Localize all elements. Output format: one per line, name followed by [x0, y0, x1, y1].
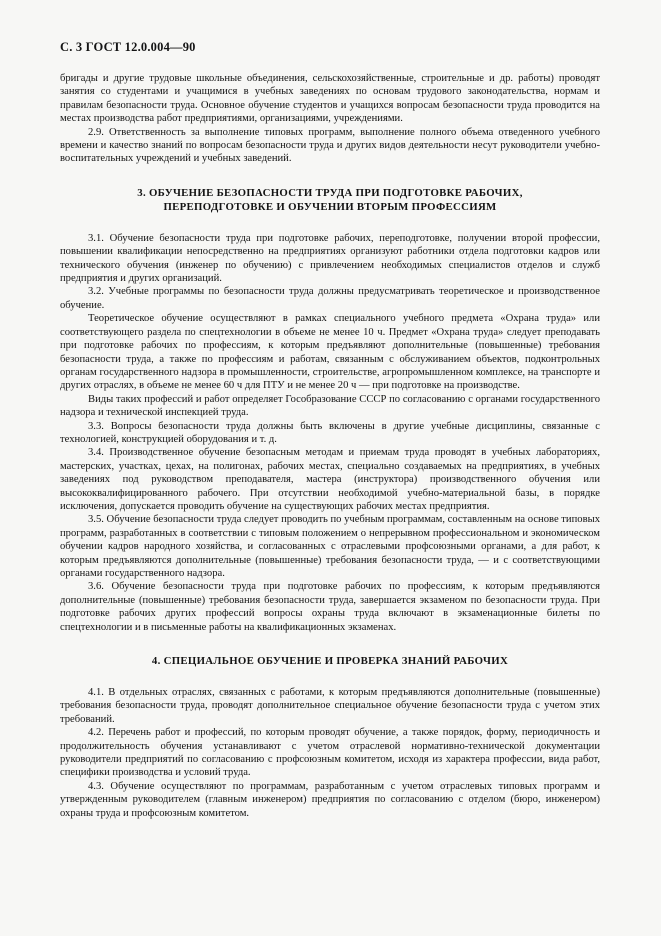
paragraph-3-6: 3.6. Обучение безопасности труда при подготовке рабочих по профессиям, к которым предъявляются дополнительные (повышенные) требования безопасности труда, завершается экзаменом по безопасности труда. При подготовке рабочих других профессий вопросы охраны труда включают в экзаменационные билеты по спецтехнологии и в письменные работы на квалификационных экзаменах. — [60, 581, 600, 633]
paragraph-3-3: 3.3. Вопросы безопасности труда должны быть включены в другие учебные дисциплины, связанные с технологией, конструкцией оборудования и т. д. — [60, 420, 600, 445]
standard-code: 12.0.004—90 — [124, 40, 196, 54]
paragraph: Виды таких профессий и работ определяет Гособразование СССР по согласованию с органами государственного надзора и технической инспекцией труда. — [60, 393, 600, 419]
section-3-heading: 3. ОБУЧЕНИЕ БЕЗОПАСНОСТИ ТРУДА ПРИ ПОДГОТОВКЕ РАБОЧИХ, ПЕРЕПОДГОТОВКЕ И ОБУЧЕНИИ ВТОРЫМ ПРОФЕССИЯМ — [137, 186, 523, 213]
paragraph-3-1: 3.1. Обучение безопасности труда при подготовке рабочих, переподготовке, получении второй профессии, повышении квалификации непосредственно на предприятиях организуют работники отдела подготовки кадров или технического обучения (инженер по обучению) с привлечением необходимых специалистов отделов и служб предприятия и других организаций. — [60, 232, 600, 285]
paragraph-4-2: 4.2. Перечень работ и профессий, по которым проводят обучение, а также порядок, форму, периодичность и продолжительность обучения устанавливают с учетом отраслевой нормативно-технической документации руководители предприятий по согласованию с профсоюзным комитетом, исходя из характера профессии, вида работ, специфики производства и условий труда. — [60, 727, 600, 779]
section-4-heading: 4. СПЕЦИАЛЬНОЕ ОБУЧЕНИЕ И ПРОВЕРКА ЗНАНИЙ РАБОЧИХ — [151, 655, 509, 668]
paragraph-3-5: 3.5. Обучение безопасности труда следует проводить по учебным программам, составленным на основе типовых программ, разработанных в соответствии с типовым положением о непрерывном профессиональном и экономическом обучении кадров народного хозяйства, и согласованных с отраслевыми профсоюзными органами, а для работ, к которым предъявляются дополнительные (повышенные) требования безопасности труда, — и с соответствующими органами государственного надзора. — [60, 514, 600, 579]
page-header — [60, 40, 196, 55]
page-number: С. 3 ГОСТ — [60, 40, 122, 54]
paragraph-2-9: 2.9. Ответственность за выполнение типовых программ, выполнение полного объема отведенного учебного времени и качество знаний по вопросам безопасности труда и других видов деятельности несут руководители учебно-воспитательных учреждений и учебных заведений. — [60, 126, 600, 165]
page-body — [60, 72, 600, 820]
paragraph: бригады и другие трудовые школьные объединения, сельскохозяйственные, строительные и др. работы) проводят занятия со студентами и учащимися в учебных заведениях по основам трудового законодательства, нормам и правилам безопасности труда. Основное обучение студентов и учащихся вопросам безопасности труда проводится на местах производства работ предприятиями, организациями, учреждениями. — [60, 73, 600, 125]
paragraph: Теоретическое обучение осуществляют в рамках специального учебного предмета «Охрана труда» или соответствующего раздела по спецтехнологии в объеме не менее 10 ч. Предмет «Охрана труда» следует преподавать при подготовке рабочих по профессиям, к которым предъявляют дополнительные (повышенные) требования безопасности труда, а также по профессиям и работам, связанным с обслуживанием объектов, подконтрольных органам государственного надзора в промышленности, строительстве, агропромышленном комплексе, на транспорте и других отраслях, в объеме не менее 60 ч для ПТУ и не менее 20 ч — при подготовке на производстве. — [60, 313, 600, 392]
paragraph-3-2: 3.2. Учебные программы по безопасности труда должны предусматривать теоретическое и производственное обучение. — [60, 286, 600, 311]
paragraph-3-4: 3.4. Производственное обучение безопасным методам и приемам труда проводят в учебных лабораториях, мастерских, участках, цехах, на полигонах, рабочих местах, специально создаваемых на предприятиях, в учебных заведениях под руководством преподавателя, мастера (инструктора) производственного обучения или высококвалифицированного рабочего. При отсутствии необходимой учебно-материальной базы, в порядке исключения, допускается проводить обучение на существующих рабочих местах предприятия. — [60, 447, 600, 512]
paragraph-4-1: 4.1. В отдельных отраслях, связанных с работами, к которым предъявляются дополнительные (повышенные) требования безопасности труда, проводят дополнительное специальное обучение безопасности труда с учетом этих требований. — [60, 687, 600, 725]
paragraph-4-3: 4.3. Обучение осуществляют по программам, разработанным с учетом отраслевых типовых программ и утвержденным руководителем (главным инженером) предприятия по согласованию с отделом (бюро, инженером) охраны труда и профсоюзным комитетом. — [60, 780, 600, 819]
